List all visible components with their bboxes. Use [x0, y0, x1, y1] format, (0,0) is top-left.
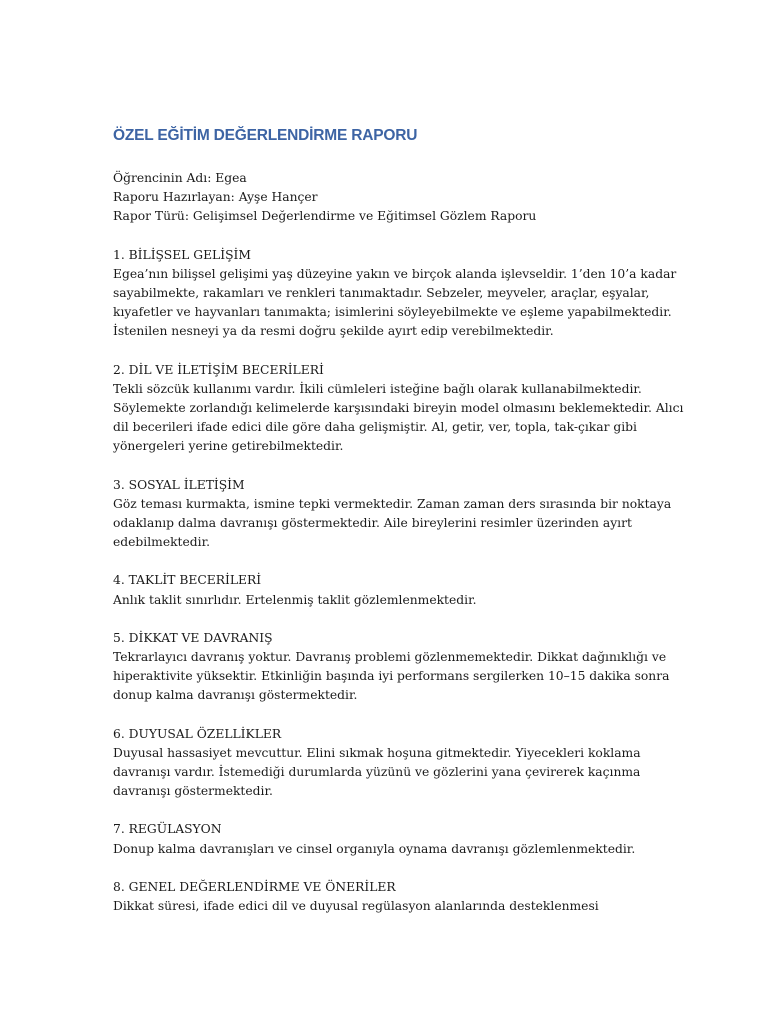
body-line: kıyafetler ve hayvanları tanımakta; isimlerini söyleyebilmekte ve eşleme yapabilmektedir. [113, 305, 672, 320]
body-line: Tekli sözcük kullanımı vardır. İkili cümleleri isteğine bağlı olarak kullanabilmektedir. [113, 381, 642, 396]
body-line: Göz teması kurmakta, ismine tepki vermektedir. Zaman zaman ders sırasında bir noktaya [113, 496, 672, 511]
section-heading: 2. DİL VE İLETİŞİM BECERİLERİ [113, 362, 324, 377]
section-body [113, 840, 673, 859]
section-heading: 5. DİKKAT VE DAVRANIŞ [113, 630, 273, 645]
section-language [113, 361, 684, 457]
document-title: ÖZEL EĞİTİM DEĞERLENDİRME RAPORU [113, 127, 418, 144]
body-line: Söylemekte zorlandığı kelimelerde karşısındaki bireyin model olmasını beklemektedir. Alıcı [113, 401, 684, 416]
body-line: Anlık taklit sınırlıdır. Ertelenmiş taklit gözlemlenmektedir. [113, 592, 477, 607]
body-line: Duyusal hassasiyet mevcuttur. Elini sıkmak hoşuna gitmektedir. Yiyecekleri koklama [113, 745, 641, 760]
prepared-by-line: Raporu Hazırlayan: Ayşe Hançer [113, 190, 318, 205]
body-line: Egea’nın bilişsel gelişimi yaş düzeyine yakın ve birçok alanda işlevseldir. 1’den 10’a kadar [113, 266, 677, 281]
section-body [113, 265, 677, 342]
section-heading: 6. DUYUSAL ÖZELLİKLER [113, 726, 282, 741]
body-line: Tekrarlayıcı davranış yoktur. Davranış problemi gözlenmemektedir. Dikkat dağınıklığı ve [113, 650, 667, 665]
section-heading: 8. GENEL DEĞERLENDİRME VE ÖNERİLER [113, 879, 396, 894]
section-heading: 4. TAKLİT BECERİLERİ [113, 573, 262, 588]
section-body [113, 648, 673, 706]
section-body [113, 897, 673, 916]
body-line: Donup kalma davranışları ve cinsel organıyla oynama davranışı gözlemlenmektedir. [113, 841, 636, 856]
body-line: sayabilmekte, rakamları ve renkleri tanımaktadır. Sebzeler, meyveler, araçlar, eşyalar, [113, 286, 650, 301]
body-line: İstenilen nesneyi ya da resmi doğru şekilde ayırt edip verebilmektedir. [113, 324, 554, 339]
section-heading: 3. SOSYAL İLETİŞİM [113, 477, 245, 492]
section-sensory [113, 725, 673, 802]
body-line: donup kalma davranışı göstermektedir. [113, 688, 358, 703]
section-heading: 7. REGÜLASYON [113, 822, 222, 837]
section-body [113, 591, 673, 610]
section-imitation [113, 571, 673, 609]
section-heading: 1. BİLİŞSEL GELİŞİM [113, 247, 251, 262]
section-social [113, 476, 673, 553]
student-name-line: Öğrencinin Adı: Egea [113, 171, 247, 185]
section-body [113, 744, 673, 802]
body-line: dil becerileri ifade edici dile göre daha gelişmiştir. Al, getir, ver, topla, tak-çıkar gibi [113, 420, 637, 435]
body-line: odaklanıp dalma davranışı göstermektedir. Aile bireylerini resimler üzerinden ayırt [113, 516, 632, 531]
body-line: hiperaktivite yüksektir. Etkinliğin başında iyi performans sergilerken 10–15 dakika sonra [113, 669, 670, 684]
report-type-line: Rapor Türü: Gelişimsel Değerlendirme ve Eğitimsel Gözlem Raporu [113, 209, 537, 224]
section-body [113, 380, 684, 457]
section-attention [113, 629, 673, 706]
body-line: Dikkat süresi, ifade edici dil ve duyusal regülasyon alanlarında desteklenmesi [113, 899, 599, 914]
section-body [113, 495, 673, 553]
body-line: yönergeleri yerine getirebilmektedir. [113, 439, 344, 454]
section-cognitive [113, 246, 677, 342]
body-line: davranışı göstermektedir. [113, 784, 273, 799]
section-regulation [113, 820, 673, 858]
report-meta [113, 169, 673, 227]
body-line: edebilmektedir. [113, 535, 211, 550]
document-content [113, 126, 684, 935]
body-line: davranışı vardır. İstemediği durumlarda yüzünü ve gözlerini yana çevirerek kaçınma [113, 765, 641, 780]
section-general-evaluation [113, 878, 673, 916]
